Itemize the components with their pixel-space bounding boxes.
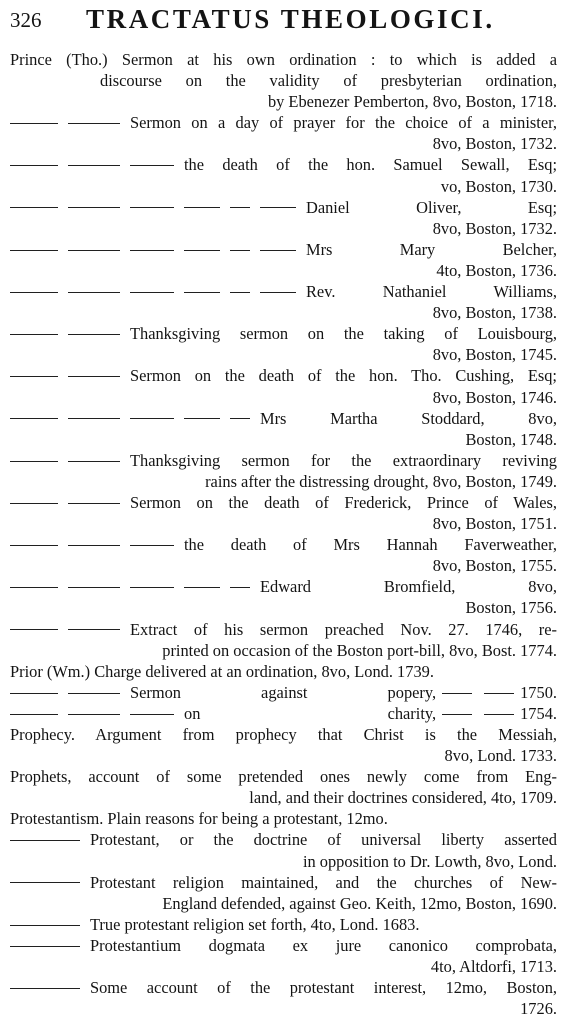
ditto-dash <box>10 334 58 335</box>
ditto-dash <box>184 250 220 251</box>
ditto-dash <box>68 461 120 462</box>
catalogue-entry <box>0 450 573 492</box>
entry-text: Thanksgiving sermon on the taking of Louisbourg, <box>130 324 557 344</box>
catalogue-entry <box>0 829 573 871</box>
entry-continuation-line: 8vo, Boston, 1732. <box>432 134 557 154</box>
ditto-dash <box>10 882 80 883</box>
catalogue-entry <box>0 49 573 112</box>
ditto-dash <box>10 165 58 166</box>
ditto-dash <box>130 714 174 715</box>
ditto-dash <box>10 629 58 630</box>
entry-text: Sermon on the death of Frederick, Prince of Wales, <box>130 492 557 512</box>
entry-continuation-line: 8vo, Lond. 1733. <box>444 746 557 766</box>
entry-first-line <box>0 703 573 724</box>
ditto-dash <box>10 840 80 841</box>
entry-first-line <box>0 281 573 302</box>
ditto-dash <box>10 693 58 694</box>
ditto-dash <box>230 587 250 588</box>
entry-continuation-line: printed on occasion of the Boston port-bill, 8vo, Bost. 1774. <box>162 640 557 660</box>
entry-first-line <box>0 239 573 260</box>
ditto-dash <box>184 587 220 588</box>
entry-text: Protestantium dogmata ex jure canonico comprobata, <box>90 935 557 955</box>
entry-continuation-line: discourse on the validity of presbyterian ordination, <box>100 71 557 91</box>
entry-text: Mrs Martha Stoddard, 8vo, <box>260 408 557 428</box>
ditto-dash <box>68 376 120 377</box>
entry-text: Edward Bromfield, 8vo, <box>260 577 557 597</box>
entry-continuation-line: England defended, against Geo. Keith, 12mo, Boston, 1690. <box>162 893 557 913</box>
ditto-dash <box>260 207 296 208</box>
ditto-dash <box>184 207 220 208</box>
catalogue-entry <box>0 197 573 239</box>
ditto-dash <box>68 587 120 588</box>
entry-continuation-line: in opposition to Dr. Lowth, 8vo, Lond. <box>302 851 557 871</box>
ditto-dash <box>68 207 120 208</box>
entry-continuation-line: Boston, 1748. <box>465 429 557 449</box>
ditto-dash <box>484 714 514 715</box>
entry-first-line <box>0 808 573 829</box>
entry-continuation-line: 8vo, Boston, 1746. <box>432 387 557 407</box>
catalogue-entry <box>0 576 573 618</box>
entry-continuation-line: vo, Boston, 1730. <box>440 176 557 196</box>
entry-first-line <box>0 829 573 850</box>
ditto-dash <box>68 693 120 694</box>
entry-continuation-line: 4to, Boston, 1736. <box>436 260 557 280</box>
entry-continuation-line: 4to, Altdorfi, 1713. <box>430 957 557 977</box>
entry-text: Prophets, account of some pretended ones newly come from Eng- <box>10 767 557 787</box>
entry-text: Sermon on a day of prayer for the choice of a minister, <box>130 113 557 133</box>
entry-first-line <box>0 977 573 998</box>
entry-year: 1750. <box>520 682 557 702</box>
entry-text: the death of the hon. Samuel Sewall, Esq; <box>184 155 557 175</box>
ditto-dash <box>260 250 296 251</box>
entry-continuation-line: 8vo, Boston, 1738. <box>432 303 557 323</box>
ditto-dash <box>260 292 296 293</box>
ditto-dash <box>10 292 58 293</box>
catalogue-entries <box>0 49 573 1019</box>
entry-first-line <box>0 914 573 935</box>
entry-first-line <box>0 492 573 513</box>
catalogue-entry <box>0 766 573 808</box>
entry-first-line <box>0 49 573 70</box>
catalogue-entry <box>0 112 573 154</box>
entry-text: Extract of his sermon preached Nov. 27. 1746, re- <box>130 619 557 639</box>
ditto-dash <box>68 418 120 419</box>
entry-text: Prince (Tho.) Sermon at his own ordination : to which is added a <box>10 50 557 69</box>
catalogue-entry <box>0 703 573 724</box>
entry-first-line <box>0 576 573 597</box>
entry-text: Prophecy. Argument from prophecy that Christ is the Messiah, <box>10 725 557 744</box>
ditto-dash <box>130 545 174 546</box>
entry-text: Thanksgiving sermon for the extraordinary reviving <box>130 450 557 470</box>
ditto-dash <box>10 503 58 504</box>
ditto-dash <box>10 461 58 462</box>
entry-text: Protestant, or the doctrine of universal liberty asserted <box>90 830 557 850</box>
ditto-dash <box>68 165 120 166</box>
entry-text: Sermon against popery, <box>130 682 437 702</box>
ditto-dash <box>10 988 80 989</box>
entry-text: Sermon on the death of the hon. Tho. Cushing, Esq; <box>130 366 557 386</box>
ditto-dash <box>68 545 120 546</box>
ditto-dash <box>10 250 58 251</box>
catalogue-entry <box>0 492 573 534</box>
entry-first-line <box>0 365 573 386</box>
ditto-dash <box>130 250 174 251</box>
ditto-dash <box>68 503 120 504</box>
catalogue-entry <box>0 323 573 365</box>
ditto-dash <box>130 587 174 588</box>
entry-first-line <box>0 661 573 682</box>
ditto-dash <box>230 207 250 208</box>
ditto-dash <box>68 629 120 630</box>
ditto-dash <box>484 693 514 694</box>
entry-text: Some account of the protestant interest, 12mo, Boston, <box>90 978 557 998</box>
entry-first-line <box>0 872 573 893</box>
ditto-dash <box>130 292 174 293</box>
ditto-dash <box>68 292 120 293</box>
ditto-dash <box>10 207 58 208</box>
ditto-dash <box>10 925 80 926</box>
ditto-dash <box>10 714 58 715</box>
catalogue-entry <box>0 661 573 682</box>
ditto-dash <box>442 714 472 715</box>
ditto-dash <box>130 418 174 419</box>
ditto-dash <box>184 418 220 419</box>
ditto-dash <box>184 292 220 293</box>
catalogue-entry <box>0 935 573 977</box>
entry-first-line <box>0 450 573 471</box>
entry-first-line <box>0 724 573 745</box>
entry-first-line <box>0 112 573 133</box>
ditto-dash <box>10 946 80 947</box>
entry-first-line <box>0 323 573 344</box>
entry-continuation-line: 8vo, Boston, 1751. <box>432 514 557 534</box>
running-title: TRACTATUS THEOLOGICI. <box>86 4 495 34</box>
ditto-dash <box>10 418 58 419</box>
entry-text: on charity, <box>184 703 437 723</box>
catalogue-entry <box>0 534 573 576</box>
entry-continuation-line: land, and their doctrines considered, 4to, 1709. <box>249 788 557 808</box>
ditto-dash <box>10 587 58 588</box>
catalogue-entry <box>0 281 573 323</box>
catalogue-entry <box>0 408 573 450</box>
ditto-dash <box>68 123 120 124</box>
entry-first-line <box>0 682 573 703</box>
ditto-dash <box>68 334 120 335</box>
ditto-dash <box>130 207 174 208</box>
entry-first-line <box>0 619 573 640</box>
ditto-dash <box>442 693 472 694</box>
ditto-dash <box>230 250 250 251</box>
ditto-dash <box>230 292 250 293</box>
catalogue-entry <box>0 724 573 766</box>
entry-text: Daniel Oliver, Esq; <box>306 197 557 217</box>
entry-first-line <box>0 154 573 175</box>
entry-text: True protestant religion set forth, 4to, Lond. 1683. <box>90 914 420 934</box>
entry-continuation-line: Boston, 1756. <box>465 598 557 618</box>
entry-continuation-line: 8vo, Boston, 1745. <box>432 345 557 365</box>
entry-continuation-line: by Ebenezer Pemberton, 8vo, Boston, 1718. <box>267 92 557 112</box>
entry-first-line <box>0 766 573 787</box>
ditto-dash <box>10 123 58 124</box>
entry-first-line <box>0 197 573 218</box>
catalogue-entry <box>0 365 573 407</box>
entry-text: Protestantism. Plain reasons for being a protestant, 12mo. <box>10 809 388 829</box>
entry-continuation-line: 8vo, Boston, 1755. <box>432 556 557 576</box>
ditto-dash <box>68 250 120 251</box>
entry-continuation-line: 8vo, Boston, 1732. <box>432 218 557 238</box>
catalogue-entry <box>0 239 573 281</box>
entry-text: the death of Mrs Hannah Faverweather, <box>184 535 557 555</box>
ditto-dash <box>68 714 120 715</box>
catalogue-entry <box>0 914 573 935</box>
entry-year: 1754. <box>520 703 557 723</box>
ditto-dash <box>230 418 250 419</box>
catalogue-entry <box>0 682 573 703</box>
ditto-dash <box>130 165 174 166</box>
catalogue-entry <box>0 977 573 1019</box>
entry-continuation-line: rains after the distressing drought, 8vo, Boston, 1749. <box>205 471 557 491</box>
entry-continuation-line: 1726. <box>520 999 557 1019</box>
entry-text: Prior (Wm.) Charge delivered at an ordination, 8vo, Lond. 1739. <box>10 661 434 681</box>
ditto-dash <box>10 376 58 377</box>
running-header <box>0 2 573 36</box>
entry-first-line <box>0 408 573 429</box>
catalogue-entry <box>0 619 573 661</box>
catalogue-entry <box>0 808 573 829</box>
catalogue-entry <box>0 872 573 914</box>
ditto-dash <box>10 545 58 546</box>
entry-first-line <box>0 534 573 555</box>
catalogue-entry <box>0 154 573 196</box>
entry-text: Protestant religion maintained, and the churches of New- <box>90 872 557 892</box>
entry-text: Mrs Mary Belcher, <box>306 239 557 259</box>
entry-first-line <box>0 935 573 956</box>
entry-text: Rev. Nathaniel Williams, <box>306 282 557 302</box>
page-number: 326 <box>10 8 42 32</box>
